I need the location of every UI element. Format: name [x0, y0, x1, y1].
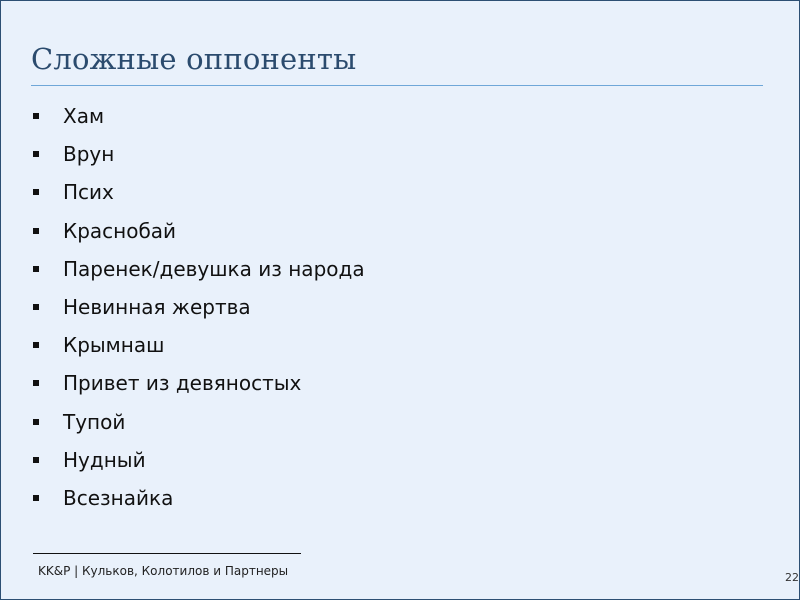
- list-item: [33, 364, 365, 402]
- square-bullet-icon: [33, 151, 39, 157]
- title-divider: [31, 85, 763, 86]
- footer-company-name: KK&P | Кульков, Колотилов и Партнеры: [38, 564, 289, 578]
- list-item-text: Крымнаш: [63, 333, 165, 358]
- list-item-text: Нудный: [63, 447, 146, 472]
- square-bullet-icon: [33, 113, 39, 119]
- list-item-text: Врун: [63, 142, 115, 167]
- list-item-text: Всезнайка: [63, 485, 174, 510]
- list-item-text: Привет из девяностых: [63, 371, 302, 396]
- list-item-text: Тупой: [63, 409, 126, 434]
- square-bullet-icon: [33, 380, 39, 386]
- list-item: [33, 326, 365, 364]
- list-item: [33, 441, 365, 479]
- list-item: [33, 97, 365, 135]
- square-bullet-icon: [33, 266, 39, 272]
- list-item: [33, 212, 365, 250]
- opponent-list: [33, 97, 365, 517]
- list-item: [33, 288, 365, 326]
- square-bullet-icon: [33, 457, 39, 463]
- list-item: [33, 403, 365, 441]
- square-bullet-icon: [33, 228, 39, 234]
- square-bullet-icon: [33, 189, 39, 195]
- square-bullet-icon: [33, 419, 39, 425]
- list-item-text: Паренек/девушка из народа: [63, 256, 365, 281]
- list-item-text: Невинная жертва: [63, 295, 251, 320]
- page-number: 22: [785, 571, 799, 584]
- slide-title: Сложные оппоненты: [31, 42, 357, 76]
- list-item-text: Краснобай: [63, 218, 177, 243]
- list-item: [33, 135, 365, 173]
- list-item: [33, 479, 365, 517]
- list-item-text: Псих: [63, 180, 114, 205]
- list-item: [33, 250, 365, 288]
- list-item: [33, 173, 365, 211]
- square-bullet-icon: [33, 495, 39, 501]
- list-item-text: Хам: [63, 104, 105, 129]
- square-bullet-icon: [33, 342, 39, 348]
- square-bullet-icon: [33, 304, 39, 310]
- footer-divider: [33, 553, 301, 554]
